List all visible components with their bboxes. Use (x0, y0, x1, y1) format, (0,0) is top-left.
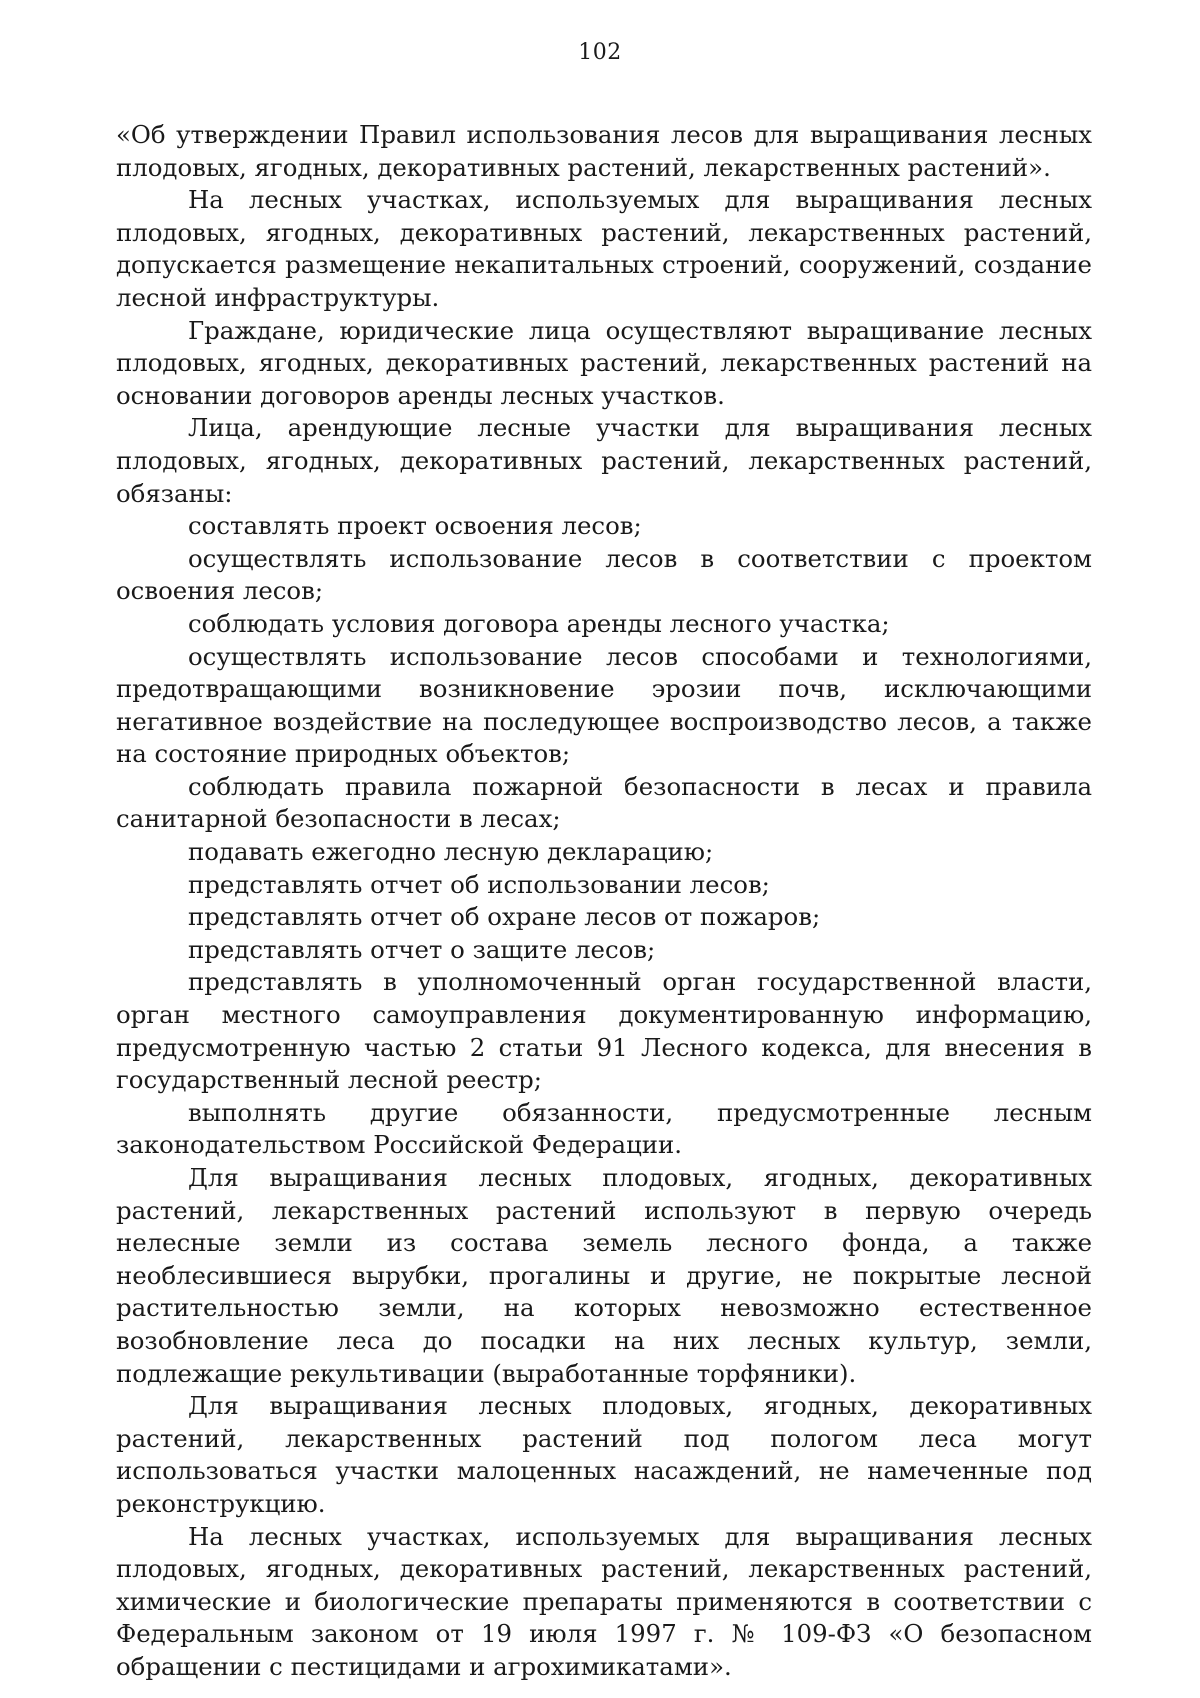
list-item: соблюдать правила пожарной безопасности в лесах и правила санитарной безопасности в лесах; (116, 771, 1092, 834)
list-item: представлять отчет об использовании лесов; (188, 869, 770, 899)
paragraph: Для выращивания лесных плодовых, ягодных, декоративных растений, лекарственных растений используют в первую очередь нелесные земли из состава земель лесного фонда, а также необлесившиеся вырубки, прогалины и другие, не покрытые лесной растительностью земли, на которых невозможно естественное возобновление леса до посадки на них лесных культур, земли, подлежащие рекультивации (выработанные торфяники). (116, 1163, 1092, 1388)
list-item: подавать ежегодно лесную декларацию; (188, 837, 714, 867)
paragraph: На лесных участках, используемых для выращивания лесных плодовых, ягодных, декоративных растений, лекарственных растений, химические и биологические препараты применяются в соответствии с Федеральным законом от 19 июля 1997 г. № 109-ФЗ «О безопасном обращении с пестицидами и агрохимикатами». (116, 1521, 1092, 1681)
list-item: соблюдать условия договора аренды лесного участка; (188, 608, 890, 638)
list-item: представлять в уполномоченный орган государственной власти, орган местного самоуправления документированную информацию, предусмотренную частью 2 статьи 91 Лесного кодекса, для внесения в государственный лесной реестр; (116, 967, 1092, 1095)
list-item: выполнять другие обязанности, предусмотренные лесным законодательством Российской Федерации. (116, 1097, 1092, 1160)
list-item: представлять отчет об охране лесов от пожаров; (188, 902, 821, 932)
paragraph: На лесных участках, используемых для выращивания лесных плодовых, ягодных, декоративных растений, лекарственных растений, допускается размещение некапитальных строений, сооружений, создание лесной инфраструктуры. (116, 185, 1092, 312)
paragraph: Лица, арендующие лесные участки для выращивания лесных плодовых, ягодных, декоративных растений, лекарственных растений, обязаны: (116, 413, 1092, 508)
list-item: составлять проект освоения лесов; (188, 511, 642, 541)
paragraph-continuation: «Об утверждении Правил использования лесов для выращивания лесных плодовых, ягодных, декоративных растений, лекарственных растений». (116, 120, 1092, 182)
paragraph: Граждане, юридические лица осуществляют выращивание лесных плодовых, ягодных, декоративных растений, лекарственных растений на основании договоров аренды лесных участков. (116, 315, 1092, 410)
list-item: представлять отчет о защите лесов; (188, 934, 656, 964)
list-item: осуществлять использование лесов способами и технологиями, предотвращающими возникновение эрозии почв, исключающими негативное воздействие на последующее воспроизводство лесов, а также на состояние природных объектов; (116, 641, 1092, 769)
page-number: 102 (578, 40, 622, 65)
list-item: осуществлять использование лесов в соответствии с проектом освоения лесов; (116, 543, 1092, 606)
paragraph: Для выращивания лесных плодовых, ягодных, декоративных растений, лекарственных растений под пологом леса могут использоваться участки малоценных насаждений, не намеченные под реконструкцию. (116, 1391, 1092, 1518)
document-body (116, 119, 1092, 1684)
